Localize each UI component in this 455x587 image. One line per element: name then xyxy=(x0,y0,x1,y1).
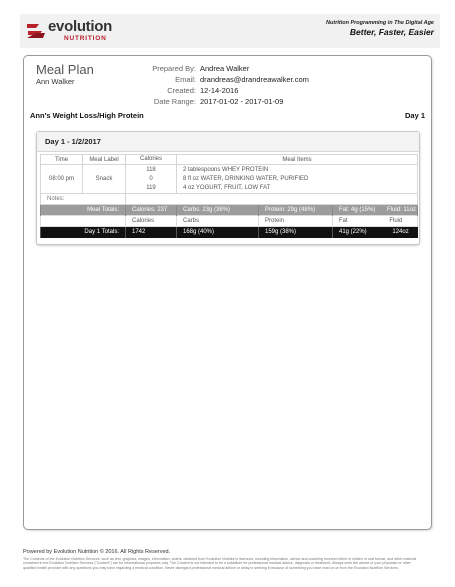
subheader-fat-fluid xyxy=(333,216,418,227)
evolution-nutrition-logo xyxy=(24,17,154,45)
meal-item: 8 fl oz WATER, DRINKING WATER, PURIFIED xyxy=(183,175,309,182)
plan-name: Ann's Weight Loss/High Protein xyxy=(30,111,144,120)
table-row xyxy=(41,165,418,194)
meta-label: Email: xyxy=(175,75,196,84)
day-panel xyxy=(36,131,420,245)
meal-totals-protein: Protein: 29g (48%) xyxy=(259,205,333,216)
notes-label: Notes: xyxy=(41,194,126,205)
plan-meta xyxy=(124,63,374,107)
tagline xyxy=(326,20,434,37)
meta-value: 2017-01-02 - 2017-01-09 xyxy=(200,97,284,106)
meal-totals-carbs: Carbs: 23g (38%) xyxy=(177,205,259,216)
notes-row xyxy=(41,194,418,205)
notes-value xyxy=(126,194,418,205)
day-totals-label: Day 1 Totals: xyxy=(41,227,126,238)
meal-totals-fluid: Fluid: 11oz xyxy=(387,207,416,213)
totals-subheader-row xyxy=(41,216,418,227)
tagline-small: Nutrition Programming in The Digital Age xyxy=(326,20,434,26)
subheader-fluid: Fluid xyxy=(389,218,403,224)
day-indicator: Day 1 xyxy=(404,111,425,120)
meta-label: Created: xyxy=(167,86,196,95)
footer-copyright: Powered by Evolution Nutrition © 2016. All Rights Reserved. xyxy=(23,549,171,555)
meta-date-range xyxy=(124,96,374,107)
day-totals-protein: 159g (38%) xyxy=(259,227,333,238)
page-footer xyxy=(23,549,425,570)
email-link[interactable]: drandreas@drandreawalker.com xyxy=(200,75,309,84)
meal-label: Snack xyxy=(83,165,126,194)
calorie-value: 0 xyxy=(149,175,153,182)
subheader-fat: Fat xyxy=(339,218,348,224)
meal-totals-fat: Fat: 4g (15%) xyxy=(339,207,376,213)
day-totals-fluid: 124oz xyxy=(392,229,409,236)
meal-item: 2 tablespoons WHEY PROTEIN xyxy=(183,166,269,173)
column-header-meal-label: Meal Label xyxy=(83,155,126,165)
logo-wordmark: evolution xyxy=(48,18,112,35)
calorie-value: 118 xyxy=(146,166,156,173)
footer-disclaimer: The Contents of the Evolution Nutrition Services, such as text, graphics, images, information, charts, obtained from Evolution Nutrition's licensors, including information, advice and coaching received either in written or oral format, and other material contained in the Evolution Nutrition Services ("Content") are for informational purposes only. The Content is not intended to be a substitute for professional medical advice, diagnosis or treatment. Always seek the advice of your physician or other qualified health provider with any questions you may have regarding a medical condition. Never disregard professional medical advice or delay in seeking it because of something you have read on or from the Evolution Nutrition Services. xyxy=(23,557,417,570)
meta-label: Prepared By: xyxy=(152,64,196,73)
meal-time: 08:00 pm xyxy=(41,165,83,194)
calorie-value: 119 xyxy=(146,184,156,191)
logo-mark-icon xyxy=(24,19,48,43)
tagline-big: Better, Faster, Easier xyxy=(349,27,434,37)
day-totals-carbs: 168g (40%) xyxy=(177,227,259,238)
subheader-spacer xyxy=(41,216,126,227)
subheader-carbs: Carbs xyxy=(177,216,259,227)
meal-table xyxy=(40,154,418,238)
meta-email xyxy=(124,74,374,85)
meal-totals-fat-fluid xyxy=(333,205,418,216)
meta-value: 12-14-2016 xyxy=(200,86,239,95)
meta-prepared-by xyxy=(124,63,374,74)
day-totals-row xyxy=(41,227,418,238)
day-totals-fat-fluid xyxy=(333,227,418,238)
meal-plan-card xyxy=(23,55,432,530)
meal-items xyxy=(177,165,418,194)
meal-item: 4 oz YOGURT, FRUIT, LOW FAT xyxy=(183,184,271,191)
column-header-meal-items: Meal Items xyxy=(177,155,418,165)
meta-label: Date Range: xyxy=(153,97,196,106)
day-totals-fat: 41g (22%) xyxy=(339,229,367,236)
meal-totals-row xyxy=(41,205,418,216)
client-name: Ann Walker xyxy=(36,77,75,86)
meta-value: Andrea Walker xyxy=(200,64,250,73)
day-heading: Day 1 - 1/2/2017 xyxy=(37,132,419,152)
meal-calories xyxy=(126,165,177,194)
page-header xyxy=(20,14,440,48)
meal-totals-calories: Calories: 237 xyxy=(126,205,177,216)
meta-created xyxy=(124,85,374,96)
page-title: Meal Plan xyxy=(36,62,94,77)
column-header-time: Time xyxy=(41,155,83,165)
day-totals-calories: 1742 xyxy=(126,227,177,238)
subheader-protein: Protein xyxy=(259,216,333,227)
table-header-row xyxy=(41,155,418,165)
meal-totals-label: Meal Totals: xyxy=(41,205,126,216)
subheader-calories: Calories xyxy=(126,216,177,227)
logo-subword: NUTRITION xyxy=(64,35,107,42)
column-header-calories: Calories xyxy=(126,155,177,165)
